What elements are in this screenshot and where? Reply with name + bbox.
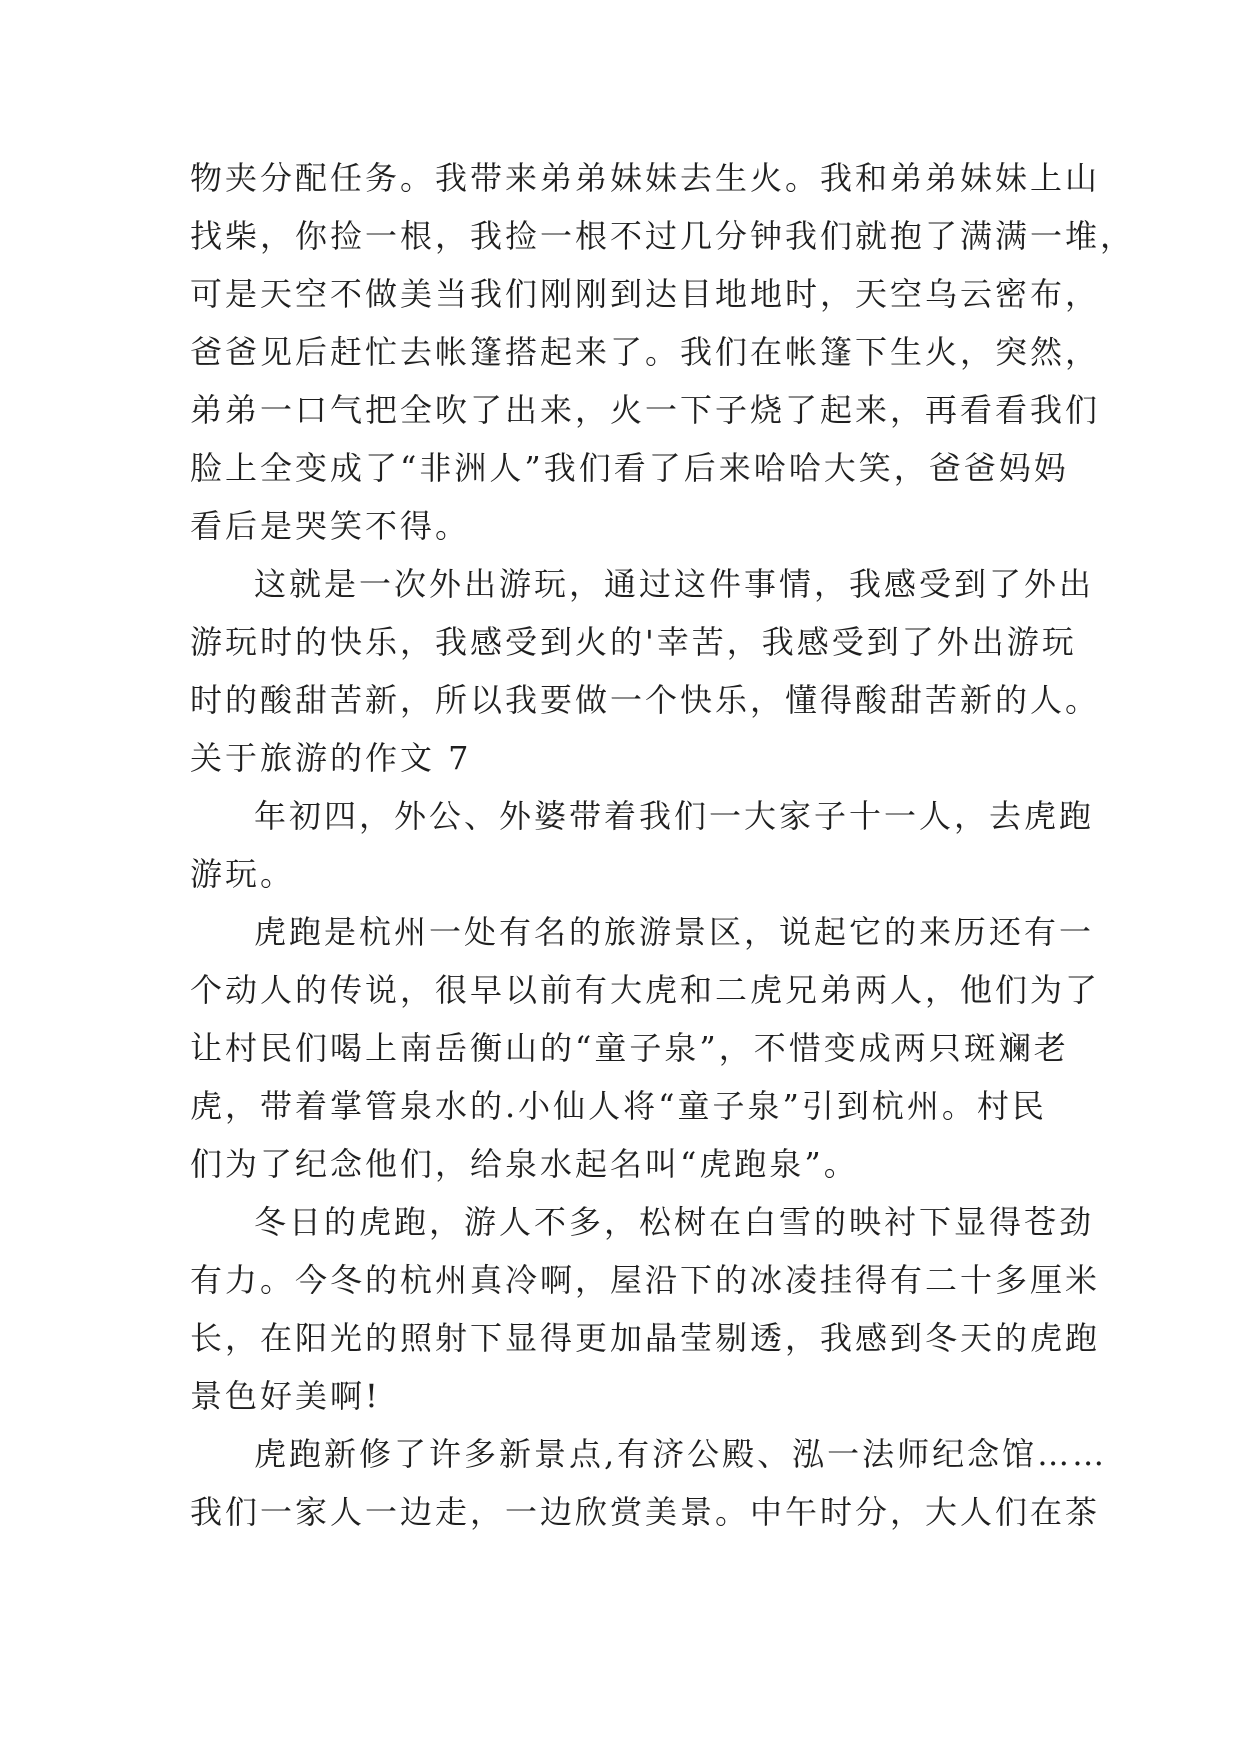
text-line: 有力。今冬的杭州真冷啊，屋沿下的冰凌挂得有二十多厘米 xyxy=(190,1261,1101,1299)
text-line: 找柴，你捡一根，我捡一根不过几分钟我们就抱了满满一堆， xyxy=(190,217,1136,255)
text-line: 游玩时的快乐，我感受到火的'幸苦，我感受到了外出游玩 xyxy=(190,623,1077,661)
text-line: 虎，带着掌管泉水的.小仙人将“童子泉”引到杭州。村民 xyxy=(190,1087,1047,1125)
section-heading: 关于旅游的作文 7 xyxy=(190,739,472,777)
text-line: 们为了纪念他们，给泉水起名叫“虎跑泉”。 xyxy=(190,1145,859,1183)
text-line: 可是天空不做美当我们刚刚到达目地地时，天空乌云密布， xyxy=(190,275,1101,313)
text-line: 时的酸甜苦新，所以我要做一个快乐，懂得酸甜苦新的人。 xyxy=(190,681,1101,719)
text-line: 弟弟一口气把全吹了出来，火一下子烧了起来，再看看我们 xyxy=(190,391,1101,429)
paragraph-first-line: 虎跑新修了许多新景点,有济公殿、泓一法师纪念馆…… xyxy=(254,1435,1108,1473)
text-line: 脸上全变成了“非洲人”我们看了后来哈哈大笑，爸爸妈妈 xyxy=(190,449,1069,487)
text-line: 让村民们喝上南岳衡山的“童子泉”，不惜变成两只斑斓老 xyxy=(190,1029,1069,1067)
text-line: 游玩。 xyxy=(190,855,296,893)
text-line: 长，在阳光的照射下显得更加晶莹剔透，我感到冬天的虎跑 xyxy=(190,1319,1101,1357)
text-line: 爸爸见后赶忙去帐篷搭起来了。我们在帐篷下生火，突然， xyxy=(190,333,1101,371)
paragraph-first-line: 冬日的虎跑，游人不多，松树在白雪的映衬下显得苍劲 xyxy=(254,1203,1095,1241)
paragraph-first-line: 这就是一次外出游玩，通过这件事情，我感受到了外出 xyxy=(254,565,1095,603)
paragraph-first-line: 年初四，外公、外婆带着我们一大家子十一人，去虎跑 xyxy=(254,797,1095,835)
paragraph-first-line: 虎跑是杭州一处有名的旅游景区，说起它的来历还有一 xyxy=(254,913,1095,951)
text-line: 物夹分配任务。我带来弟弟妹妹去生火。我和弟弟妹妹上山 xyxy=(190,159,1101,197)
text-line: 个动人的传说，很早以前有大虎和二虎兄弟两人，他们为了 xyxy=(190,971,1101,1009)
text-line: 景色好美啊! xyxy=(190,1377,381,1415)
text-line: 我们一家人一边走，一边欣赏美景。中午时分，大人们在茶 xyxy=(190,1493,1101,1531)
text-line: 看后是哭笑不得。 xyxy=(190,507,471,545)
